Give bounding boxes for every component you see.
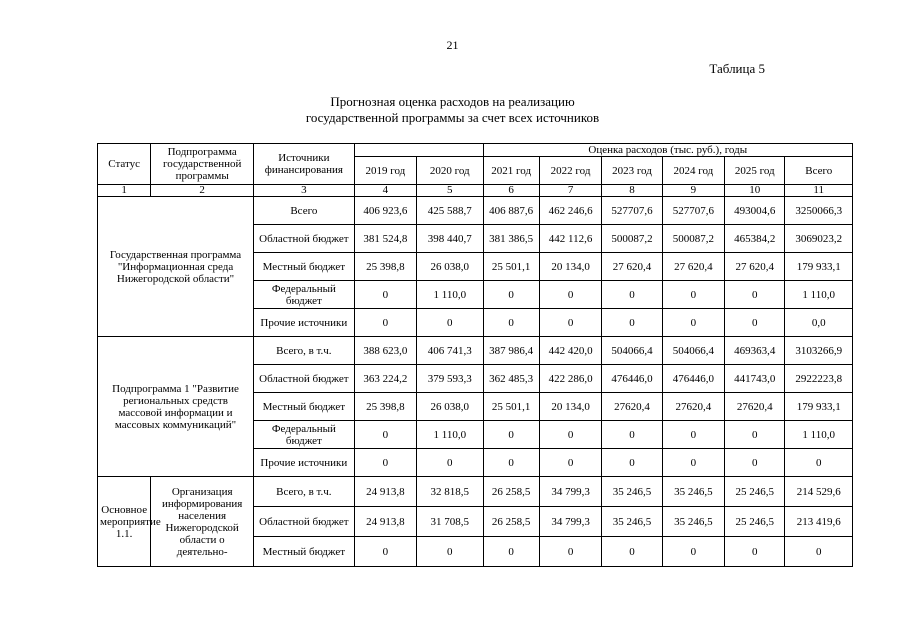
value-cell: 0 [602,281,662,309]
value-cell: 0 [483,537,539,567]
value-cell: 406 887,6 [483,197,539,225]
value-cell: 0 [662,449,724,477]
value-cell: 2922223,8 [785,365,853,393]
value-cell: 388 623,0 [354,337,416,365]
value-cell: 1 110,0 [417,421,483,449]
value-cell: 0 [483,421,539,449]
table-label: Таблица 5 [709,61,765,76]
source-cell: Всего, в т.ч. [254,337,355,365]
value-cell: 0 [602,421,662,449]
expenses-table [97,143,853,567]
value-cell: 25 398,8 [354,393,416,421]
value-cell: 27620,4 [725,393,785,421]
table-row [98,337,853,365]
value-cell: 20 134,0 [539,253,601,281]
value-cell: 476446,0 [602,365,662,393]
value-cell: 422 286,0 [539,365,601,393]
value-cell: 406 923,6 [354,197,416,225]
column-number: 1 [98,185,151,197]
value-cell: 24 913,8 [354,507,416,537]
value-cell: 27620,4 [662,393,724,421]
source-cell: Областной бюджет [254,365,355,393]
value-cell: 26 258,5 [483,507,539,537]
value-cell: 398 440,7 [417,225,483,253]
value-cell: 0 [662,537,724,567]
value-cell: 527707,6 [602,197,662,225]
header-subprogram: Подпрограмма государственной программы [151,144,254,185]
column-number: 5 [417,185,483,197]
value-cell: 3250066,3 [785,197,853,225]
value-cell: 0 [483,281,539,309]
value-cell: 20 134,0 [539,393,601,421]
title-line-2: государственной программы за счет всех источников [305,110,600,125]
column-number: 10 [725,185,785,197]
value-cell: 179 933,1 [785,253,853,281]
value-cell: 362 485,3 [483,365,539,393]
value-cell: 0 [417,309,483,337]
source-cell: Местный бюджет [254,537,355,567]
column-number: 7 [539,185,601,197]
value-cell: 25 246,5 [725,507,785,537]
value-cell: 0 [354,309,416,337]
value-cell: 25 246,5 [725,477,785,507]
value-cell: 26 038,0 [417,253,483,281]
value-cell: 31 708,5 [417,507,483,537]
value-cell: 0 [602,537,662,567]
value-cell: 500087,2 [662,225,724,253]
group-name: Подпрограмма 1 "Развитие региональных средств массовой информации и массовых коммуникаций" [98,337,254,477]
header-year: 2023 год [602,157,662,185]
source-cell: Областной бюджет [254,507,355,537]
value-cell: 0 [539,281,601,309]
value-cell: 465384,2 [725,225,785,253]
value-cell: 0 [725,281,785,309]
value-cell: 476446,0 [662,365,724,393]
header-status: Статус [98,144,151,185]
value-cell: 425 588,7 [417,197,483,225]
value-cell: 27620,4 [602,393,662,421]
value-cell: 214 529,6 [785,477,853,507]
source-cell: Федеральный бюджет [254,421,355,449]
value-cell: 1 110,0 [785,421,853,449]
source-cell: Прочие источники [254,449,355,477]
header-year: Всего [785,157,853,185]
value-cell: 504066,4 [662,337,724,365]
value-cell: 0 [483,309,539,337]
value-cell: 442 112,6 [539,225,601,253]
value-cell: 406 741,3 [417,337,483,365]
value-cell: 0 [602,309,662,337]
value-cell: 381 524,8 [354,225,416,253]
value-cell: 0 [725,449,785,477]
value-cell: 0 [354,281,416,309]
value-cell: 441743,0 [725,365,785,393]
value-cell: 442 420,0 [539,337,601,365]
header-year: 2022 год [539,157,601,185]
header-year: 2024 год [662,157,724,185]
value-cell: 0 [354,537,416,567]
value-cell: 0 [539,309,601,337]
value-cell: 0 [662,421,724,449]
table-row [98,197,853,225]
value-cell: 0 [662,309,724,337]
value-cell: 387 986,4 [483,337,539,365]
value-cell: 3069023,2 [785,225,853,253]
group-status: Основное мероприятие 1.1. [98,477,151,567]
source-cell: Местный бюджет [254,253,355,281]
header-sources: Источники финансирования [254,144,355,185]
source-cell: Прочие источники [254,309,355,337]
value-cell: 27 620,4 [725,253,785,281]
value-cell: 213 419,6 [785,507,853,537]
column-number: 6 [483,185,539,197]
value-cell: 0 [417,537,483,567]
value-cell: 0 [785,449,853,477]
value-cell: 32 818,5 [417,477,483,507]
value-cell: 0 [417,449,483,477]
value-cell: 500087,2 [602,225,662,253]
header-year: 2025 год [725,157,785,185]
source-cell: Областной бюджет [254,225,355,253]
header-year: 2021 год [483,157,539,185]
source-cell: Федеральный бюджет [254,281,355,309]
value-cell: 0 [785,537,853,567]
group-name: Государственная программа "Информационная среда Нижегородской области" [98,197,254,337]
value-cell: 35 246,5 [602,477,662,507]
value-cell: 0 [725,421,785,449]
value-cell: 504066,4 [602,337,662,365]
value-cell: 381 386,5 [483,225,539,253]
table-row [98,477,853,507]
value-cell: 0,0 [785,309,853,337]
column-number: 4 [354,185,416,197]
header-year: 2020 год [417,157,483,185]
value-cell: 179 933,1 [785,393,853,421]
value-cell: 34 799,3 [539,507,601,537]
value-cell: 462 246,6 [539,197,601,225]
header-estimate: Оценка расходов (тыс. руб.), годы [483,144,853,157]
value-cell: 0 [539,537,601,567]
value-cell: 0 [725,309,785,337]
value-cell: 35 246,5 [662,477,724,507]
group-subprogram: Организация информирования населения Нижегородской области о деятельно- [151,477,254,567]
value-cell: 1 110,0 [417,281,483,309]
source-cell: Всего [254,197,355,225]
value-cell: 26 038,0 [417,393,483,421]
value-cell: 1 110,0 [785,281,853,309]
column-number: 3 [254,185,355,197]
column-number: 11 [785,185,853,197]
column-number: 8 [602,185,662,197]
table-title [0,94,905,126]
value-cell: 25 398,8 [354,253,416,281]
value-cell: 0 [725,537,785,567]
value-cell: 24 913,8 [354,477,416,507]
value-cell: 0 [539,449,601,477]
value-cell: 35 246,5 [602,507,662,537]
value-cell: 25 501,1 [483,253,539,281]
header-blank [354,144,483,157]
value-cell: 3103266,9 [785,337,853,365]
column-number: 2 [151,185,254,197]
page-number: 21 [446,38,459,52]
value-cell: 0 [602,449,662,477]
value-cell: 527707,6 [662,197,724,225]
value-cell: 25 501,1 [483,393,539,421]
header-year: 2019 год [354,157,416,185]
column-number: 9 [662,185,724,197]
value-cell: 379 593,3 [417,365,483,393]
value-cell: 0 [354,449,416,477]
title-line-1: Прогнозная оценка расходов на реализацию [330,94,575,109]
source-cell: Местный бюджет [254,393,355,421]
value-cell: 363 224,2 [354,365,416,393]
value-cell: 469363,4 [725,337,785,365]
value-cell: 0 [354,421,416,449]
value-cell: 27 620,4 [662,253,724,281]
value-cell: 0 [483,449,539,477]
value-cell: 27 620,4 [602,253,662,281]
value-cell: 35 246,5 [662,507,724,537]
value-cell: 0 [539,421,601,449]
value-cell: 34 799,3 [539,477,601,507]
value-cell: 0 [662,281,724,309]
source-cell: Всего, в т.ч. [254,477,355,507]
value-cell: 26 258,5 [483,477,539,507]
value-cell: 493004,6 [725,197,785,225]
